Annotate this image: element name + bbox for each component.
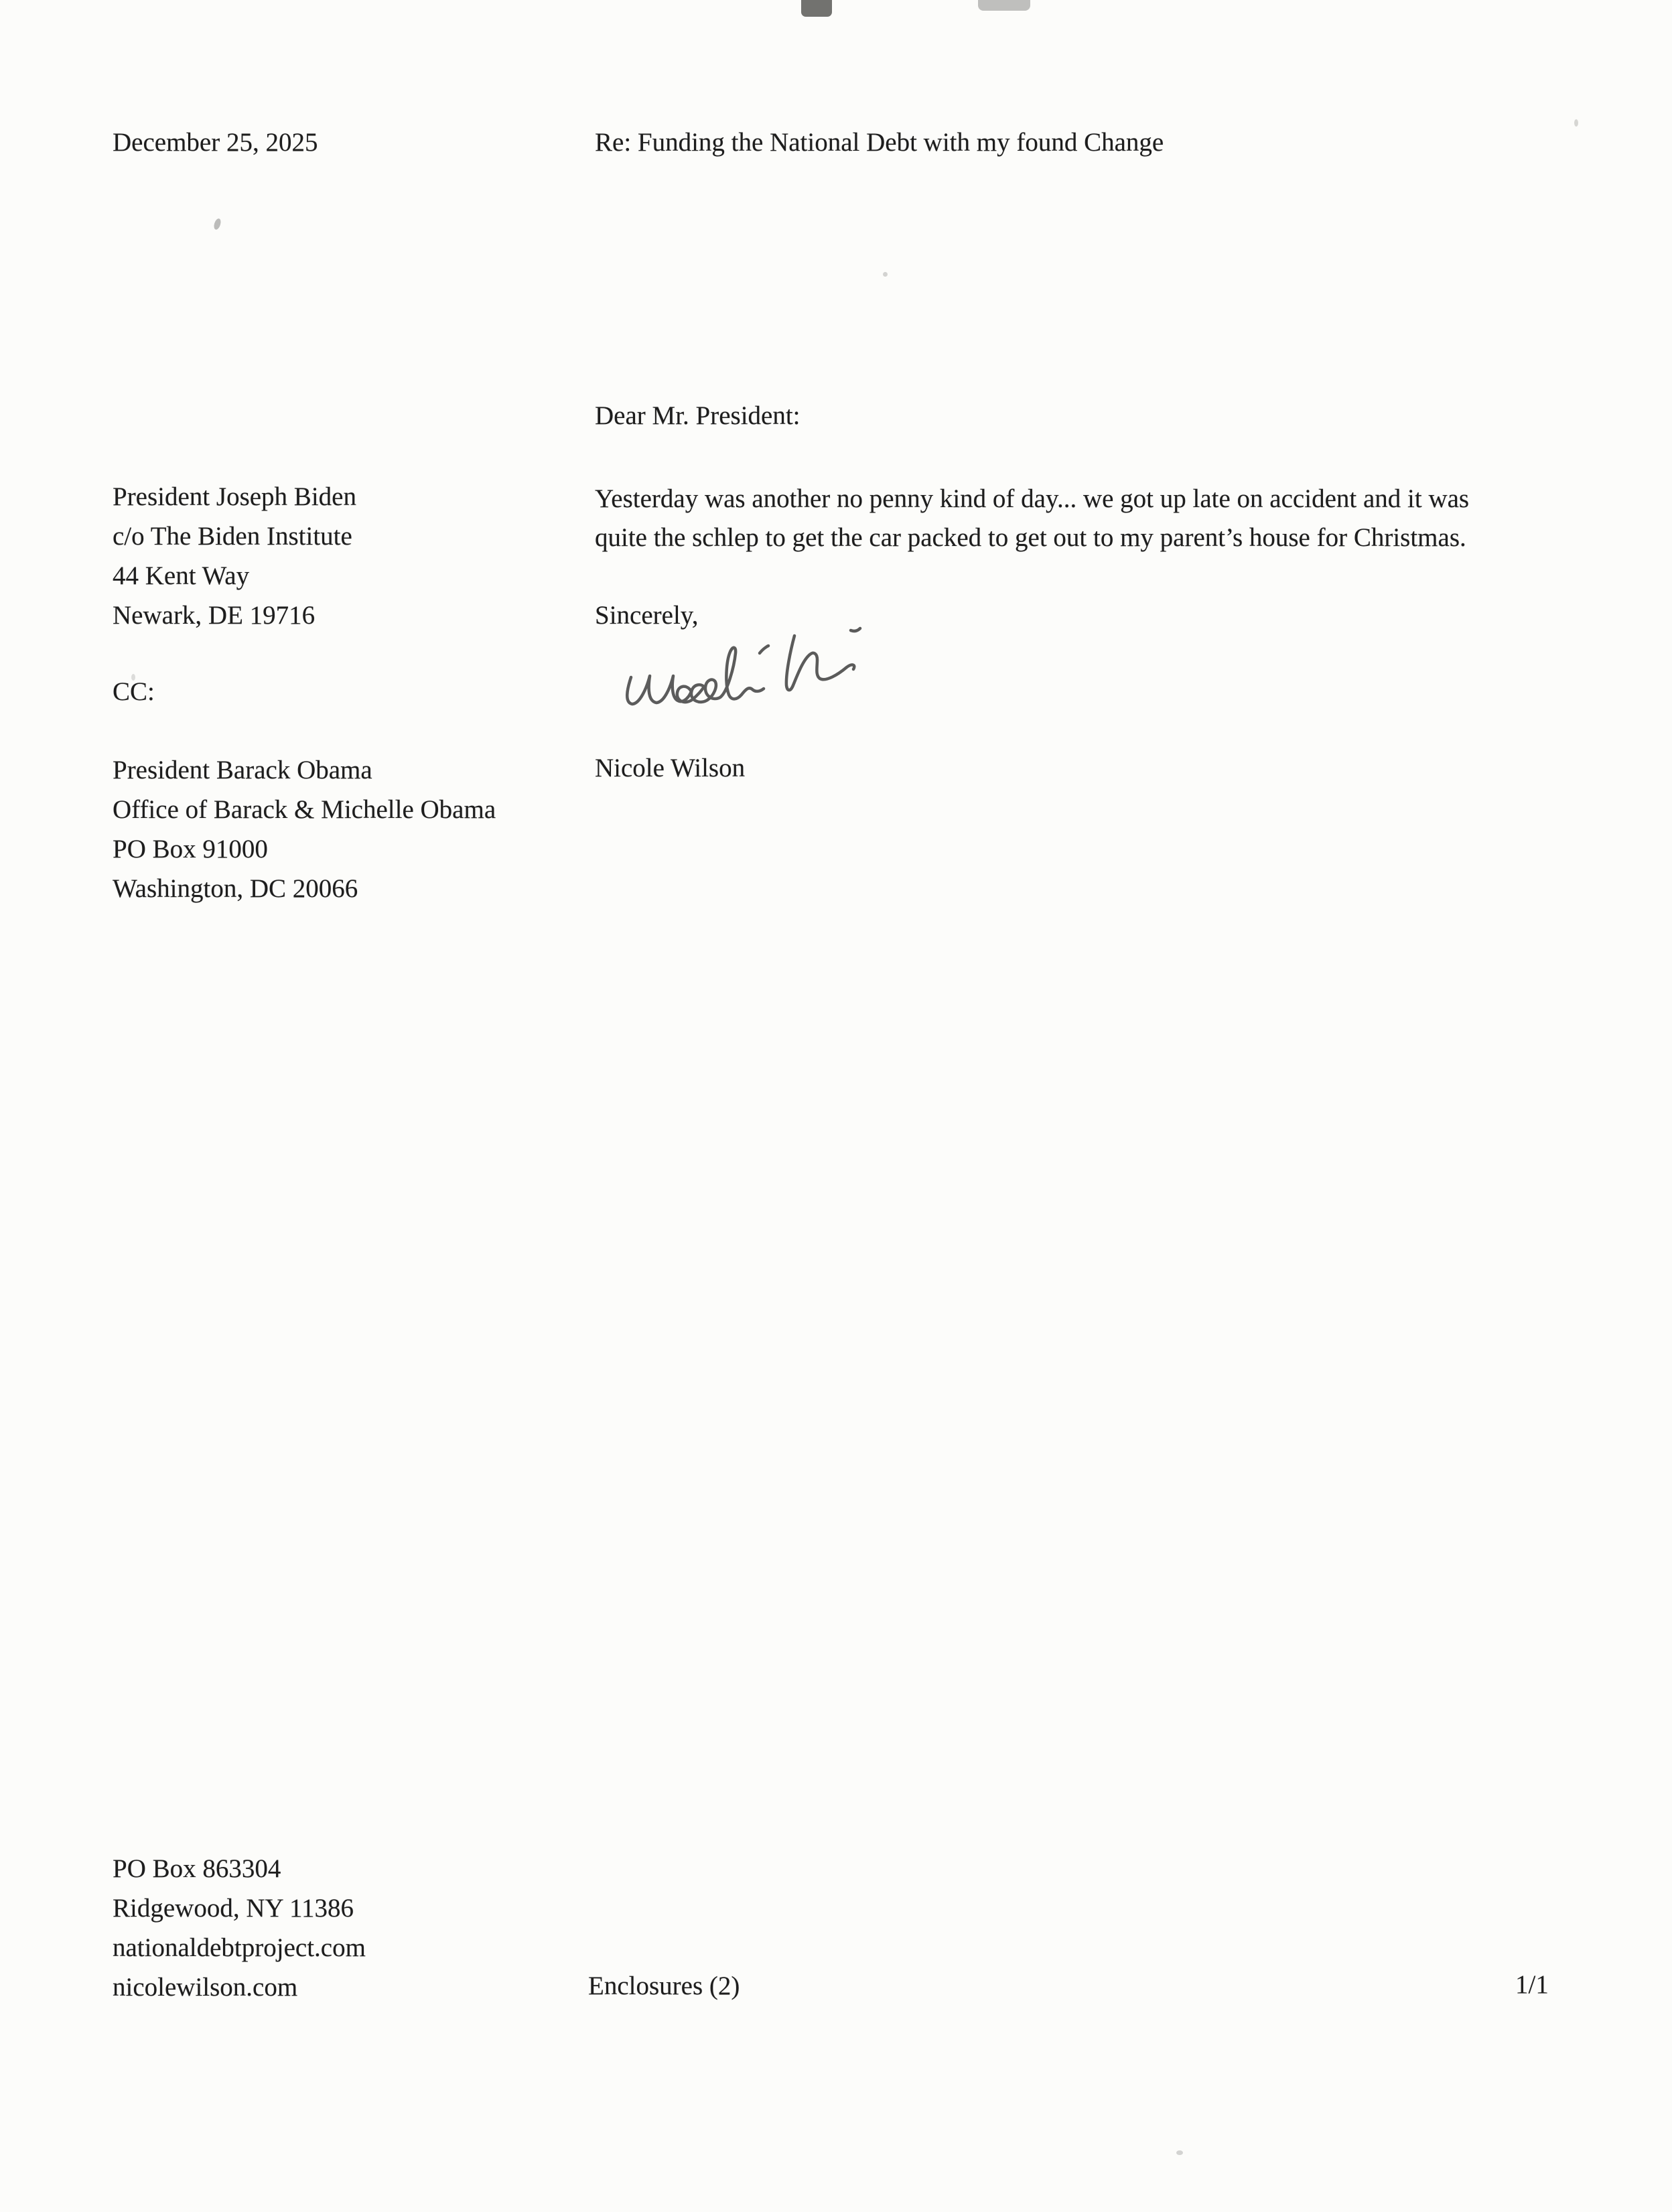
scan-speck xyxy=(213,218,222,230)
page-number: 1/1 xyxy=(1515,1970,1549,1999)
handwritten-signature xyxy=(615,625,878,731)
signer-name: Nicole Wilson xyxy=(595,754,746,782)
footer-line: nicolewilson.com xyxy=(113,1973,298,2002)
scan-artifact-top-mark-2 xyxy=(978,0,1030,11)
footer-line: PO Box 863304 xyxy=(113,1854,281,1883)
cc-address-block xyxy=(113,750,496,908)
recipient-line: c/o The Biden Institute xyxy=(113,522,352,551)
enclosures-note: Enclosures (2) xyxy=(588,1972,740,2000)
body-line: quite the schlep to get the car packed to get out to my parent’s house for Christmas. xyxy=(595,523,1466,552)
cc-line: President Barack Obama xyxy=(113,756,372,784)
recipient-address-block xyxy=(113,477,356,635)
letter-date: December 25, 2025 xyxy=(113,128,318,157)
cc-line: Office of Barack & Michelle Obama xyxy=(113,795,496,824)
recipient-line: President Joseph Biden xyxy=(113,482,356,511)
footer-line: Ridgewood, NY 11386 xyxy=(113,1894,354,1923)
scan-speck xyxy=(1176,2150,1183,2155)
body-line: Yesterday was another no penny kind of day... we got up late on accident and it was xyxy=(595,484,1470,513)
cc-label: CC: xyxy=(113,677,155,706)
scan-artifact-top-mark xyxy=(801,0,832,17)
sender-footer-block xyxy=(113,1849,366,2007)
scan-speck xyxy=(1574,119,1578,127)
footer-line: nationaldebtproject.com xyxy=(113,1933,366,1962)
cc-line: PO Box 91000 xyxy=(113,835,268,863)
letter-subject: Re: Funding the National Debt with my found Change xyxy=(595,128,1164,157)
cc-line: Washington, DC 20066 xyxy=(113,874,358,903)
recipient-line: 44 Kent Way xyxy=(113,561,250,590)
recipient-line: Newark, DE 19716 xyxy=(113,601,316,630)
scan-speck xyxy=(883,272,888,277)
closing: Sincerely, xyxy=(595,601,699,630)
letter-body xyxy=(595,480,1469,557)
salutation: Dear Mr. President: xyxy=(595,401,800,430)
